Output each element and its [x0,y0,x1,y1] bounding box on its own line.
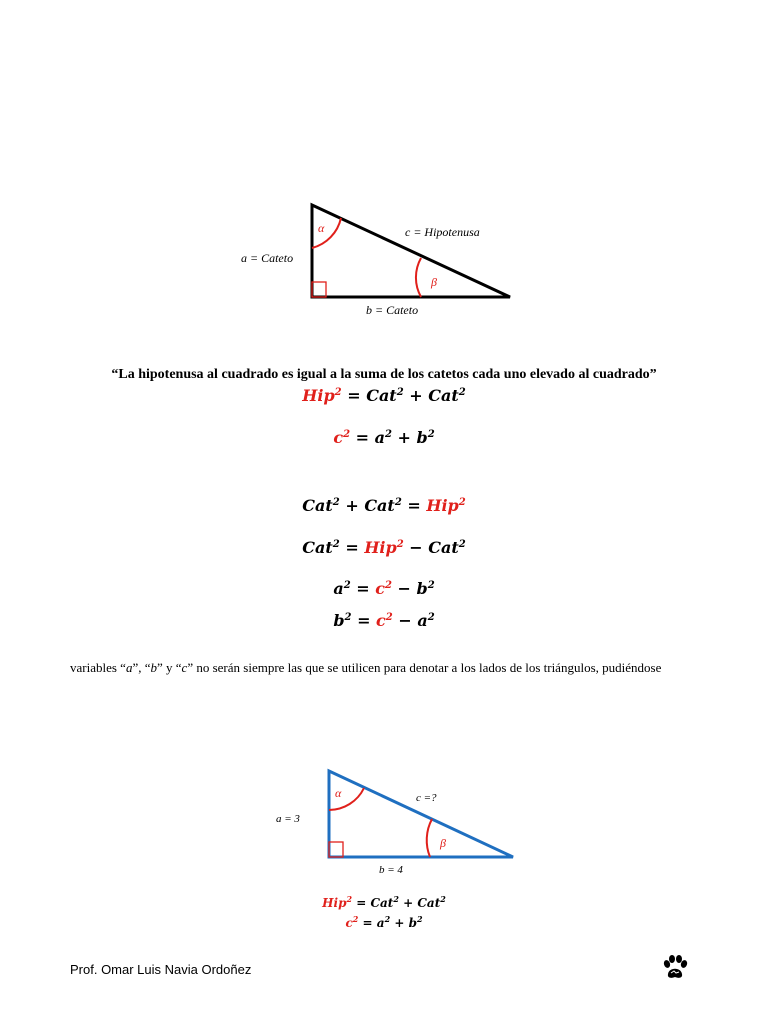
formula-cat-equals-hip-minus-cat: Cat$^2$ = Hip$^2$ − Cat$^2$ [302,538,466,557]
angle-alpha-label-1: α [318,221,325,235]
angle-beta-label-2: β [440,836,446,850]
triangle-diagram-1 [230,195,530,325]
triangle-2-shape [329,771,513,857]
triangle-diagram-2 [260,760,530,885]
small-formula-c: $c^2 = a^2 + b^2$ [345,914,423,930]
side-c-label-1: c = Hipotenusa [405,225,480,239]
formula-cat-sum-equals-hip: Cat$^2$ + Cat$^2$ = Hip$^2$ [302,496,466,515]
small-formula-hip: Hip$^2$ = Cat$^2$ + Cat$^2$ [322,894,446,910]
angle-alpha-arc-1 [312,218,341,248]
side-b-label-2: b = 4 [379,864,403,876]
formula-a-equals-c-minus-b: $a^2 = c^2 - b^2$ [333,579,435,598]
side-a-label-1: a = Cateto [241,251,294,265]
variables-paragraph: variables “a”, “b” y “c” no serán siempre las que se utilicen para denotar a los lados de los triángulos, pudiéndose [70,660,662,675]
angle-beta-label-1: β [431,275,437,289]
side-a-label-2: a = 3 [276,813,300,825]
side-b-label-1: b = Cateto [366,303,419,317]
angle-alpha-label-2: α [335,786,342,800]
pythagoras-quote: “La hipotenusa al cuadrado es igual a la suma de los catetos cada uno elevado al cuadrado” [111,367,657,382]
right-angle-mark-1 [312,282,326,297]
paw-print-icon [662,954,688,982]
formula-c-equals-a-b: $c^2 = a^2 + b^2$ [333,428,435,447]
footer-author: Prof. Omar Luis Navia Ordoñez [70,962,252,977]
angle-beta-arc-1 [416,258,421,297]
formula-b-equals-c-minus-a: $b^2 = c^2 - a^2$ [333,611,435,630]
angle-beta-arc-2 [427,819,432,857]
side-c-label-2: c =? [416,792,437,804]
right-angle-mark-2 [329,842,343,857]
formula-hip-equals-cat-sum: Hip$^2$ = Cat$^2$ + Cat$^2$ [302,386,466,405]
